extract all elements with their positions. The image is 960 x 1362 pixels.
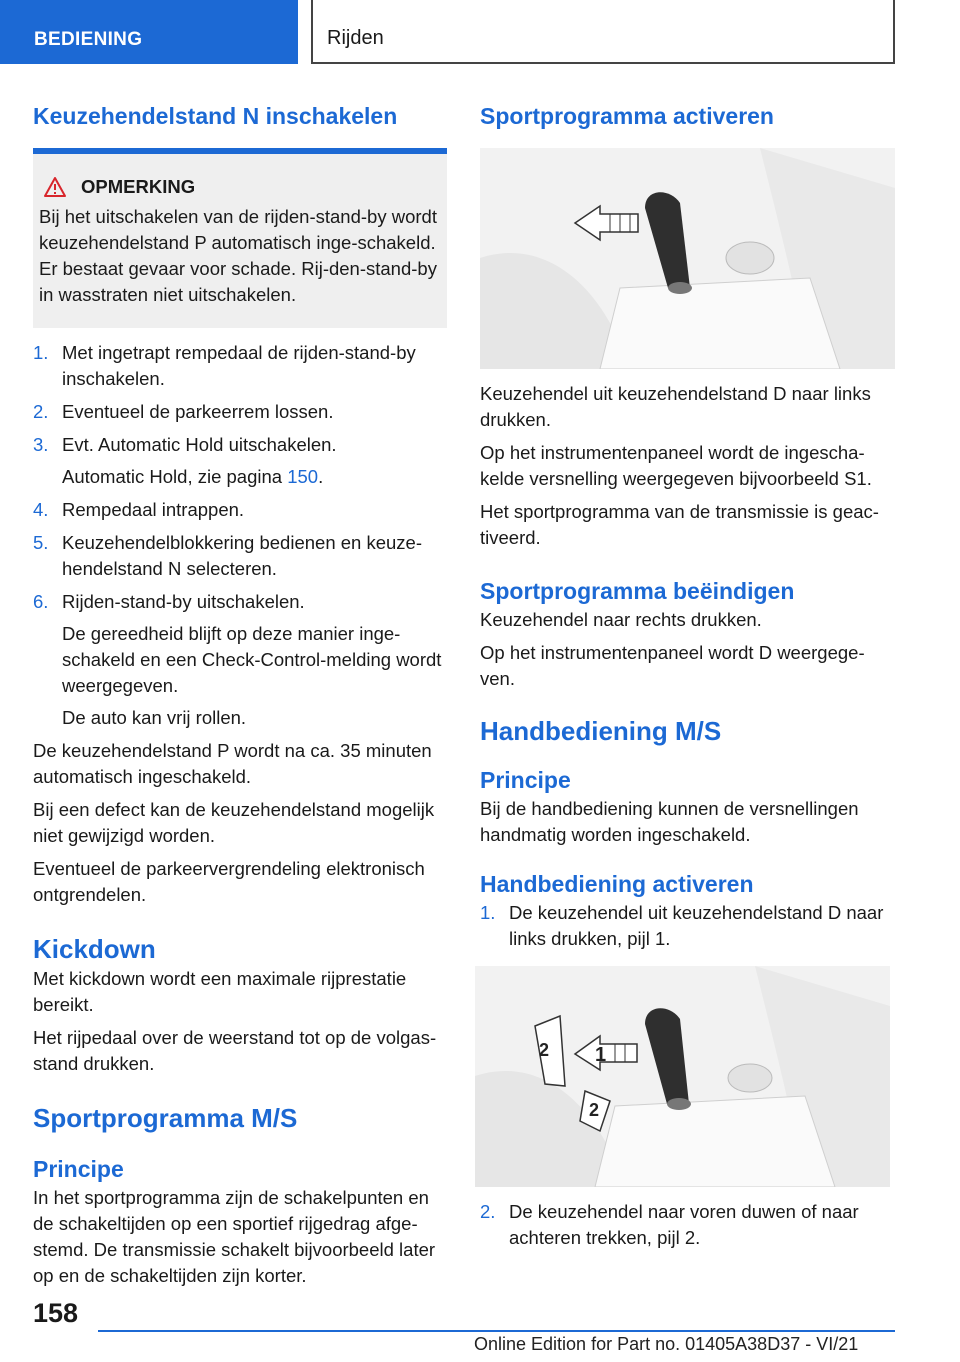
step-number: 1. [33,342,49,363]
step-number: 6. [33,591,49,612]
step-number: 3. [33,434,49,455]
step-text: De keuzehendel uit keuzehendelstand D naar links drukken, pijl 1. [509,902,884,949]
left-column [33,100,447,1296]
footer-divider [98,1330,895,1332]
paragraph: De keuzehendelstand P wordt na ca. 35 minuten automatisch ingeschakeld. [33,740,432,787]
list-item [33,589,447,731]
paragraph: Het rijpedaal over de weerstand tot op de volgas-stand drukken. [33,1027,437,1074]
heading-kickdown: Kickdown [33,934,156,964]
step-number: 2. [480,1201,496,1222]
list-item [33,399,447,425]
section-tab[interactable]: BEDIENING [0,0,298,64]
heading-end-sport: Sportprogramma beëindigen [480,578,795,604]
step-text: Met ingetrapt rempedaal de rijden-stand-by inschakelen. [62,342,416,389]
step-text: Rijden-stand-by uitschakelen. [62,591,305,612]
step-text: Eventueel de parkeerrem lossen. [62,401,334,422]
list-item [33,340,447,392]
page-number: 158 [33,1298,79,1328]
page-ref-prefix: Automatic Hold, zie pagina [62,466,288,487]
step-text: De keuzehendel naar voren duwen of naar achteren trekken, pijl 2. [509,1201,859,1248]
note-text: Bij het uitschakelen van de rijden-stand-by wordt keuzehendelstand P automatisch inge-schakeld. Er bestaat gevaar voor schade. Rij-den-stand-by in wasstraten niet uitschakelen. [39,206,437,305]
note-title-label: OPMERKING [81,176,196,197]
right-column [480,100,895,1258]
step-text: Evt. Automatic Hold uitschakelen. [62,434,337,455]
step-number: 2. [33,401,49,422]
paragraph: Met kickdown wordt een maximale rijprestatie bereikt. [33,968,407,1015]
page-ref-link[interactable]: 150 [287,466,319,487]
heading-neutral: Keuzehendelstand N inschakelen [33,103,398,129]
paragraph: Bij een defect kan de keuzehendelstand mogelijk niet gewijzigd worden. [33,799,435,846]
manual-steps-list-2 [480,1199,895,1251]
paragraph: Op het instrumentenpaneel wordt D weergege-ven. [480,642,865,689]
step-subtext [62,464,447,490]
heading-manual-activate: Handbediening activeren [480,871,754,897]
paragraph: Het sportprogramma van de transmissie is geac-tiveerd. [480,501,879,548]
list-item [33,497,447,523]
heading-principle: Principe [33,1156,124,1182]
list-item [33,432,447,490]
heading-manual-mode: Handbediening M/S [480,716,722,746]
warning-icon [43,176,67,198]
list-item [33,530,447,582]
paragraph: Bij de handbediening kunnen de versnellingen handmatig worden ingeschakeld. [480,798,859,845]
heading-activate-sport: Sportprogramma activeren [480,103,774,129]
step-text: Rempedaal intrappen. [62,499,245,520]
steps-list [33,340,447,731]
gear-lever-arrows-illustration [475,966,890,1187]
selector-lever-image-2 [475,966,890,1187]
page-ref-suffix: . [318,466,324,487]
arrow-label-2-lower: 2 [589,1100,600,1120]
list-item [480,1199,895,1251]
arrow-label-2: 2 [539,1040,550,1060]
step-number: 5. [33,532,49,553]
paragraph: In het sportprogramma zijn de schakelpunten en de schakeltijden op een sportief rijgedrag afge-stemd. De transmissie schakelt bijvoorbeeld later op en de schakeltijden zijn korter. [33,1187,436,1286]
step-subtext: De auto kan vrij rollen. [62,707,247,728]
step-number: 1. [480,902,496,923]
paragraph: Keuzehendel naar rechts drukken. [480,609,762,630]
heading-sport-program: Sportprogramma M/S [33,1103,298,1133]
step-subtext: De gereedheid blijft op deze manier inge-schakeld en een Check-Control-melding wordt weergegeven. [62,623,442,696]
paragraph: Eventueel de parkeervergrendeling elektronisch ontgrendelen. [33,858,425,905]
paragraph: Op het instrumentenpaneel wordt de ingescha-kelde versnelling weergegeven bijvoorbeeld S1. [480,442,872,489]
edition-label: Online Edition for Part no. 01405A38D37 - VI/21 [474,1334,859,1354]
paragraph: Keuzehendel uit keuzehendelstand D naar links drukken. [480,383,871,430]
step-text: Keuzehendelblokkering bedienen en keuze-hendelstand N selecteren. [62,532,422,579]
gear-lever-illustration [480,148,895,369]
note-title [39,176,437,198]
arrow-label-1: 1 [595,1044,607,1066]
list-item [480,900,895,952]
heading-principle: Principe [480,767,571,793]
manual-steps-list [480,900,895,952]
chapter-title: Rijden [311,0,895,64]
step-number: 4. [33,499,49,520]
warning-note [33,148,447,328]
selector-lever-image-1 [480,148,895,369]
